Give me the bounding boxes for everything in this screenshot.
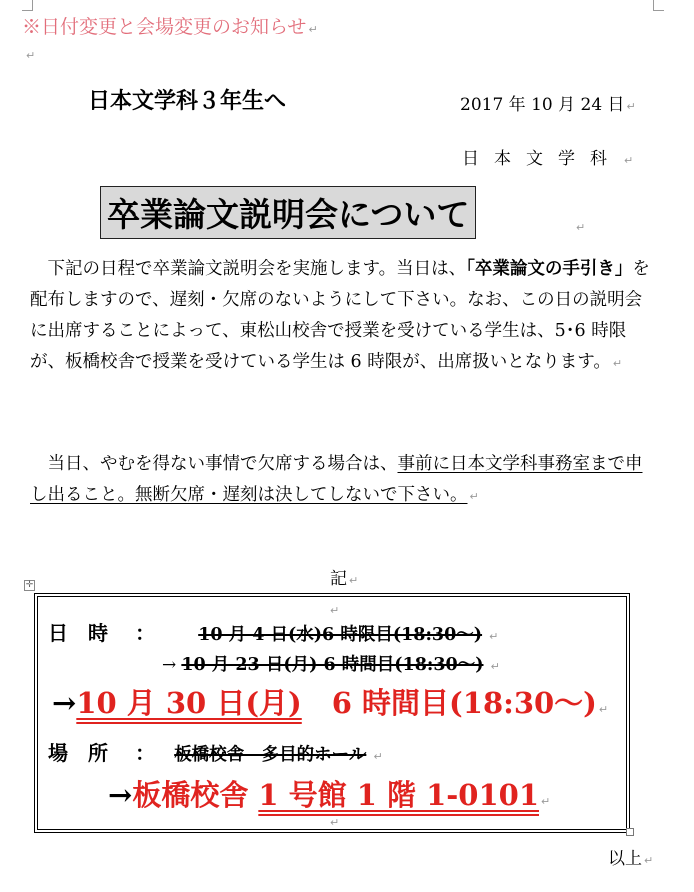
arrow-icon: →	[52, 686, 77, 720]
new-date-row	[52, 681, 608, 722]
datetime-row	[48, 617, 498, 646]
old-date-2: 10 月 23 日(月) 6 時間目(18:30～)	[181, 655, 484, 675]
paragraph-mark-icon: ↵	[626, 100, 636, 113]
new-place-row	[108, 773, 550, 814]
table-move-handle-icon[interactable]: ✛	[25, 580, 34, 590]
closing-text: 以上 ↵	[608, 849, 654, 869]
table-resize-handle-icon[interactable]	[626, 828, 634, 836]
document-date: 2017 年 10 月 24 日 ↵	[460, 95, 636, 115]
empty-line	[24, 44, 35, 63]
cell-marker	[328, 811, 339, 830]
title-paragraph-end	[574, 216, 585, 235]
paragraph-mark-icon: ↵	[330, 604, 340, 617]
body-paragraph-2: 当日、やむを得ない事情で欠席する場合は、事前に日本文学科事務室まで申し出ること。無断欠席・遅刻は決してしないで下さい。 ↵	[30, 454, 643, 505]
arrow-icon: →	[162, 655, 177, 675]
arrow-icon: →	[108, 778, 133, 812]
page-corner-mark	[653, 0, 664, 11]
page-corner-mark	[22, 0, 33, 11]
paragraph-mark-icon: ↵	[308, 23, 318, 36]
new-time: 6 時間目(18:30～)	[331, 686, 597, 720]
old-date-2-row	[162, 651, 500, 676]
paragraph-mark-icon: ↵	[576, 221, 586, 234]
paragraph-mark-icon: ↵	[541, 795, 551, 808]
place-label: 場 所	[48, 741, 108, 765]
datetime-label: 日 時	[48, 621, 108, 645]
recipient-heading: 日本文学科３年生へ	[88, 89, 287, 114]
document-title: 卒業論文説明会について	[100, 186, 476, 239]
old-date-1: 10 月 4 日(水)6 時限目(18:30～)	[198, 625, 483, 645]
department-name: 日本文学科 ↵	[462, 149, 634, 169]
paragraph-mark-icon: ↵	[644, 854, 654, 867]
paragraph-mark-icon: ↵	[624, 154, 634, 167]
new-place-building: 板橋校舎	[132, 778, 249, 812]
paragraph-mark-icon: ↵	[490, 660, 500, 673]
paragraph-mark-icon: ↵	[598, 703, 609, 716]
paragraph-mark-icon: ↵	[373, 750, 383, 763]
ki-heading: 記 ↵	[330, 569, 359, 589]
paragraph-mark-icon: ↵	[349, 574, 359, 587]
datetime-colon: ：	[135, 621, 156, 645]
new-date: 10 月 30 日(月)	[76, 686, 302, 720]
paragraph-mark-icon: ↵	[26, 49, 36, 62]
paragraph-mark-icon: ↵	[612, 357, 623, 370]
body-paragraph-1: 下記の日程で卒業論文説明会を実施します。当日は、「卒業論文の手引き」を配布しますので、遅刻・欠席のないようにして下さい。なお、この日の説明会に出席することによって、東松山校舎で授業を受けている学生は、5･6 時限が、板橋校舎で授業を受けている学生は 6 時限が、出席扱いとなります。 ↵	[30, 259, 650, 372]
place-colon: ：	[135, 741, 156, 765]
schedule-box	[37, 596, 627, 830]
paragraph-mark-icon: ↵	[330, 816, 340, 829]
change-notice-heading: ※日付変更と会場変更のお知らせ ↵	[22, 16, 318, 38]
cell-marker	[328, 599, 339, 618]
paragraph-mark-icon: ↵	[489, 630, 499, 643]
new-place-room: 1 号館 1 階 1-0101	[258, 778, 539, 812]
old-place: 板橋校舎 多目的ホール	[174, 745, 367, 765]
paragraph-mark-icon: ↵	[469, 490, 479, 503]
place-row	[48, 737, 383, 766]
